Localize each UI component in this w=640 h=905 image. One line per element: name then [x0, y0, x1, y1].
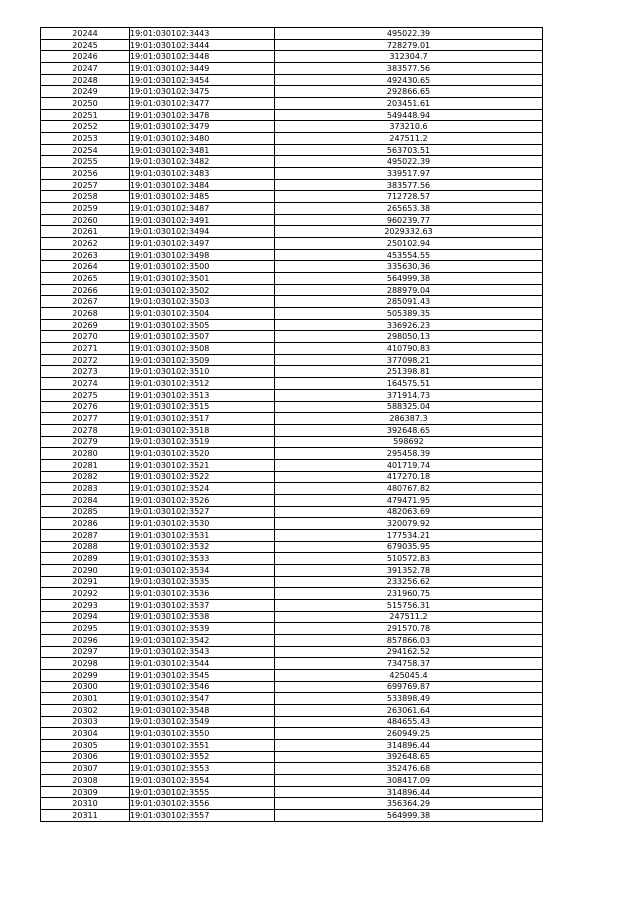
row-id-cell: 20245 [41, 39, 130, 51]
row-amount-cell: 515756.31 [275, 599, 543, 611]
row-id-cell: 20255 [41, 156, 130, 168]
row-reference-cell: 19:01:030102:3448 [130, 51, 275, 63]
row-amount-cell: 598692 [275, 436, 543, 448]
row-reference-cell: 19:01:030102:3555 [130, 786, 275, 798]
row-reference-cell: 19:01:030102:3497 [130, 238, 275, 250]
row-amount-cell: 292866.65 [275, 86, 543, 98]
row-reference-cell: 19:01:030102:3537 [130, 599, 275, 611]
row-id-cell: 20274 [41, 378, 130, 390]
row-reference-cell: 19:01:030102:3480 [130, 133, 275, 145]
row-amount-cell: 177534.21 [275, 529, 543, 541]
row-amount-cell: 336926.23 [275, 319, 543, 331]
row-reference-cell: 19:01:030102:3517 [130, 413, 275, 425]
row-amount-cell: 495022.39 [275, 28, 543, 40]
row-id-cell: 20244 [41, 28, 130, 40]
row-reference-cell: 19:01:030102:3520 [130, 448, 275, 460]
table-row [41, 424, 543, 436]
row-reference-cell: 19:01:030102:3533 [130, 553, 275, 565]
table-row [41, 51, 543, 63]
row-amount-cell: 377098.21 [275, 354, 543, 366]
row-reference-cell: 19:01:030102:3487 [130, 203, 275, 215]
row-id-cell: 20277 [41, 413, 130, 425]
table-row [41, 518, 543, 530]
table-row [41, 331, 543, 343]
row-amount-cell: 383577.56 [275, 179, 543, 191]
row-reference-cell: 19:01:030102:3543 [130, 646, 275, 658]
table-body [41, 28, 543, 822]
row-id-cell: 20260 [41, 214, 130, 226]
row-reference-cell: 19:01:030102:3484 [130, 179, 275, 191]
row-reference-cell: 19:01:030102:3535 [130, 576, 275, 588]
row-id-cell: 20269 [41, 319, 130, 331]
row-id-cell: 20263 [41, 249, 130, 261]
table-row [41, 319, 543, 331]
table-row [41, 775, 543, 787]
row-reference-cell: 19:01:030102:3554 [130, 775, 275, 787]
row-reference-cell: 19:01:030102:3557 [130, 810, 275, 822]
table-row [41, 459, 543, 471]
row-reference-cell: 19:01:030102:3531 [130, 529, 275, 541]
row-reference-cell: 19:01:030102:3550 [130, 728, 275, 740]
table-row [41, 786, 543, 798]
row-amount-cell: 294162.52 [275, 646, 543, 658]
row-id-cell: 20266 [41, 284, 130, 296]
row-amount-cell: 288979.04 [275, 284, 543, 296]
table-row [41, 343, 543, 355]
table-row [41, 133, 543, 145]
table-row [41, 401, 543, 413]
table-row [41, 599, 543, 611]
row-reference-cell: 19:01:030102:3477 [130, 98, 275, 110]
row-amount-cell: 2029332.63 [275, 226, 543, 238]
row-reference-cell: 19:01:030102:3527 [130, 506, 275, 518]
row-id-cell: 20267 [41, 296, 130, 308]
row-id-cell: 20294 [41, 611, 130, 623]
table-row [41, 506, 543, 518]
row-id-cell: 20249 [41, 86, 130, 98]
table-row [41, 541, 543, 553]
row-id-cell: 20305 [41, 739, 130, 751]
row-id-cell: 20265 [41, 273, 130, 285]
row-id-cell: 20287 [41, 529, 130, 541]
row-reference-cell: 19:01:030102:3521 [130, 459, 275, 471]
table-row [41, 63, 543, 75]
table-row [41, 553, 543, 565]
row-amount-cell: 453554.55 [275, 249, 543, 261]
row-amount-cell: 480767.82 [275, 483, 543, 495]
row-reference-cell: 19:01:030102:3553 [130, 763, 275, 775]
table-row [41, 144, 543, 156]
table-row [41, 226, 543, 238]
table-row [41, 646, 543, 658]
row-reference-cell: 19:01:030102:3507 [130, 331, 275, 343]
row-id-cell: 20252 [41, 121, 130, 133]
row-id-cell: 20271 [41, 343, 130, 355]
table-row [41, 798, 543, 810]
row-id-cell: 20292 [41, 588, 130, 600]
row-amount-cell: 857866.03 [275, 634, 543, 646]
row-amount-cell: 285091.43 [275, 296, 543, 308]
row-id-cell: 20297 [41, 646, 130, 658]
row-id-cell: 20301 [41, 693, 130, 705]
row-reference-cell: 19:01:030102:3524 [130, 483, 275, 495]
row-reference-cell: 19:01:030102:3545 [130, 669, 275, 681]
table-row [41, 494, 543, 506]
row-id-cell: 20256 [41, 168, 130, 180]
table-row [41, 611, 543, 623]
row-id-cell: 20257 [41, 179, 130, 191]
row-reference-cell: 19:01:030102:3518 [130, 424, 275, 436]
row-reference-cell: 19:01:030102:3532 [130, 541, 275, 553]
table-row [41, 121, 543, 133]
row-reference-cell: 19:01:030102:3443 [130, 28, 275, 40]
row-id-cell: 20303 [41, 716, 130, 728]
row-reference-cell: 19:01:030102:3515 [130, 401, 275, 413]
row-reference-cell: 19:01:030102:3491 [130, 214, 275, 226]
row-id-cell: 20302 [41, 704, 130, 716]
table-row [41, 74, 543, 86]
row-id-cell: 20270 [41, 331, 130, 343]
row-id-cell: 20276 [41, 401, 130, 413]
row-amount-cell: 728279.01 [275, 39, 543, 51]
row-id-cell: 20310 [41, 798, 130, 810]
row-reference-cell: 19:01:030102:3539 [130, 623, 275, 635]
row-reference-cell: 19:01:030102:3546 [130, 681, 275, 693]
row-amount-cell: 320079.92 [275, 518, 543, 530]
row-amount-cell: 295458.39 [275, 448, 543, 460]
data-table [40, 27, 543, 822]
row-amount-cell: 549448.94 [275, 109, 543, 121]
table-row [41, 366, 543, 378]
table-row [41, 203, 543, 215]
row-reference-cell: 19:01:030102:3552 [130, 751, 275, 763]
row-amount-cell: 510572.83 [275, 553, 543, 565]
row-amount-cell: 312304.7 [275, 51, 543, 63]
row-id-cell: 20278 [41, 424, 130, 436]
row-amount-cell: 251398.81 [275, 366, 543, 378]
row-reference-cell: 19:01:030102:3538 [130, 611, 275, 623]
row-amount-cell: 231960.75 [275, 588, 543, 600]
row-id-cell: 20299 [41, 669, 130, 681]
row-amount-cell: 335630.36 [275, 261, 543, 273]
row-id-cell: 20311 [41, 810, 130, 822]
row-id-cell: 20283 [41, 483, 130, 495]
row-id-cell: 20307 [41, 763, 130, 775]
table-row [41, 681, 543, 693]
row-id-cell: 20262 [41, 238, 130, 250]
row-id-cell: 20295 [41, 623, 130, 635]
table-row [41, 739, 543, 751]
row-amount-cell: 247511.2 [275, 611, 543, 623]
row-reference-cell: 19:01:030102:3481 [130, 144, 275, 156]
table-row [41, 308, 543, 320]
row-reference-cell: 19:01:030102:3530 [130, 518, 275, 530]
row-amount-cell: 371914.73 [275, 389, 543, 401]
row-amount-cell: 164575.51 [275, 378, 543, 390]
row-amount-cell: 425045.4 [275, 669, 543, 681]
row-reference-cell: 19:01:030102:3449 [130, 63, 275, 75]
table-row [41, 623, 543, 635]
row-reference-cell: 19:01:030102:3475 [130, 86, 275, 98]
table-row [41, 436, 543, 448]
table-row [41, 669, 543, 681]
table-row [41, 810, 543, 822]
row-reference-cell: 19:01:030102:3505 [130, 319, 275, 331]
row-reference-cell: 19:01:030102:3542 [130, 634, 275, 646]
table-row [41, 273, 543, 285]
row-reference-cell: 19:01:030102:3510 [130, 366, 275, 378]
row-reference-cell: 19:01:030102:3494 [130, 226, 275, 238]
row-amount-cell: 410790.83 [275, 343, 543, 355]
row-id-cell: 20254 [41, 144, 130, 156]
table-row [41, 168, 543, 180]
row-amount-cell: 339517.97 [275, 168, 543, 180]
row-id-cell: 20250 [41, 98, 130, 110]
row-id-cell: 20251 [41, 109, 130, 121]
row-reference-cell: 19:01:030102:3482 [130, 156, 275, 168]
row-amount-cell: 247511.2 [275, 133, 543, 145]
row-amount-cell: 417270.18 [275, 471, 543, 483]
table-row [41, 716, 543, 728]
row-amount-cell: 314896.44 [275, 739, 543, 751]
table-row [41, 413, 543, 425]
row-amount-cell: 265653.38 [275, 203, 543, 215]
table-row [41, 86, 543, 98]
table-row [41, 249, 543, 261]
row-amount-cell: 492430.65 [275, 74, 543, 86]
table-row [41, 448, 543, 460]
table-row [41, 296, 543, 308]
table-row [41, 354, 543, 366]
row-amount-cell: 533898.49 [275, 693, 543, 705]
row-id-cell: 20288 [41, 541, 130, 553]
row-amount-cell: 263061.64 [275, 704, 543, 716]
row-id-cell: 20289 [41, 553, 130, 565]
row-reference-cell: 19:01:030102:3498 [130, 249, 275, 261]
row-id-cell: 20308 [41, 775, 130, 787]
row-reference-cell: 19:01:030102:3508 [130, 343, 275, 355]
row-reference-cell: 19:01:030102:3485 [130, 191, 275, 203]
table-row [41, 693, 543, 705]
row-id-cell: 20279 [41, 436, 130, 448]
row-amount-cell: 401719.74 [275, 459, 543, 471]
row-id-cell: 20291 [41, 576, 130, 588]
table-row [41, 261, 543, 273]
row-amount-cell: 564999.38 [275, 273, 543, 285]
row-amount-cell: 712728.57 [275, 191, 543, 203]
row-id-cell: 20286 [41, 518, 130, 530]
row-id-cell: 20290 [41, 564, 130, 576]
row-id-cell: 20304 [41, 728, 130, 740]
row-amount-cell: 286387.3 [275, 413, 543, 425]
row-amount-cell: 679035.95 [275, 541, 543, 553]
table-row [41, 28, 543, 40]
row-reference-cell: 19:01:030102:3478 [130, 109, 275, 121]
row-id-cell: 20248 [41, 74, 130, 86]
table-row [41, 39, 543, 51]
table-row [41, 214, 543, 226]
row-amount-cell: 392648.65 [275, 751, 543, 763]
table-row [41, 284, 543, 296]
table-row [41, 658, 543, 670]
row-id-cell: 20273 [41, 366, 130, 378]
row-id-cell: 20247 [41, 63, 130, 75]
row-amount-cell: 482063.69 [275, 506, 543, 518]
row-id-cell: 20309 [41, 786, 130, 798]
row-amount-cell: 588325.04 [275, 401, 543, 413]
row-amount-cell: 308417.09 [275, 775, 543, 787]
row-amount-cell: 563703.51 [275, 144, 543, 156]
row-amount-cell: 392648.65 [275, 424, 543, 436]
row-reference-cell: 19:01:030102:3444 [130, 39, 275, 51]
row-reference-cell: 19:01:030102:3551 [130, 739, 275, 751]
table-row [41, 109, 543, 121]
row-amount-cell: 734758.37 [275, 658, 543, 670]
row-id-cell: 20282 [41, 471, 130, 483]
table-row [41, 156, 543, 168]
row-id-cell: 20246 [41, 51, 130, 63]
row-id-cell: 20261 [41, 226, 130, 238]
row-amount-cell: 505389.35 [275, 308, 543, 320]
row-amount-cell: 233256.62 [275, 576, 543, 588]
row-reference-cell: 19:01:030102:3536 [130, 588, 275, 600]
row-id-cell: 20280 [41, 448, 130, 460]
row-reference-cell: 19:01:030102:3544 [130, 658, 275, 670]
row-amount-cell: 960239.77 [275, 214, 543, 226]
row-reference-cell: 19:01:030102:3526 [130, 494, 275, 506]
table-row [41, 191, 543, 203]
row-id-cell: 20253 [41, 133, 130, 145]
table-row [41, 564, 543, 576]
row-amount-cell: 260949.25 [275, 728, 543, 740]
row-id-cell: 20296 [41, 634, 130, 646]
row-amount-cell: 495022.39 [275, 156, 543, 168]
row-id-cell: 20268 [41, 308, 130, 320]
row-reference-cell: 19:01:030102:3500 [130, 261, 275, 273]
row-reference-cell: 19:01:030102:3548 [130, 704, 275, 716]
row-id-cell: 20293 [41, 599, 130, 611]
row-amount-cell: 373210.6 [275, 121, 543, 133]
row-reference-cell: 19:01:030102:3504 [130, 308, 275, 320]
row-id-cell: 20300 [41, 681, 130, 693]
row-amount-cell: 356364.29 [275, 798, 543, 810]
table-row [41, 471, 543, 483]
row-id-cell: 20285 [41, 506, 130, 518]
table-row [41, 389, 543, 401]
row-amount-cell: 298050.13 [275, 331, 543, 343]
row-reference-cell: 19:01:030102:3522 [130, 471, 275, 483]
row-id-cell: 20259 [41, 203, 130, 215]
row-reference-cell: 19:01:030102:3534 [130, 564, 275, 576]
table-row [41, 704, 543, 716]
table-row [41, 634, 543, 646]
row-amount-cell: 699769.87 [275, 681, 543, 693]
table-row [41, 483, 543, 495]
row-id-cell: 20284 [41, 494, 130, 506]
table-row [41, 238, 543, 250]
table-row [41, 751, 543, 763]
row-reference-cell: 19:01:030102:3556 [130, 798, 275, 810]
row-reference-cell: 19:01:030102:3479 [130, 121, 275, 133]
table-row [41, 529, 543, 541]
row-reference-cell: 19:01:030102:3519 [130, 436, 275, 448]
row-reference-cell: 19:01:030102:3513 [130, 389, 275, 401]
row-reference-cell: 19:01:030102:3501 [130, 273, 275, 285]
row-amount-cell: 391352.78 [275, 564, 543, 576]
row-id-cell: 20281 [41, 459, 130, 471]
row-reference-cell: 19:01:030102:3483 [130, 168, 275, 180]
row-amount-cell: 383577.56 [275, 63, 543, 75]
table-row [41, 588, 543, 600]
row-amount-cell: 479471.95 [275, 494, 543, 506]
row-reference-cell: 19:01:030102:3549 [130, 716, 275, 728]
table-row [41, 98, 543, 110]
row-amount-cell: 250102.94 [275, 238, 543, 250]
row-amount-cell: 484655.43 [275, 716, 543, 728]
table-row [41, 728, 543, 740]
row-reference-cell: 19:01:030102:3454 [130, 74, 275, 86]
table-row [41, 763, 543, 775]
row-id-cell: 20306 [41, 751, 130, 763]
row-reference-cell: 19:01:030102:3503 [130, 296, 275, 308]
row-reference-cell: 19:01:030102:3512 [130, 378, 275, 390]
row-id-cell: 20272 [41, 354, 130, 366]
row-amount-cell: 203451.61 [275, 98, 543, 110]
row-id-cell: 20298 [41, 658, 130, 670]
row-id-cell: 20264 [41, 261, 130, 273]
table-row [41, 179, 543, 191]
row-id-cell: 20275 [41, 389, 130, 401]
row-amount-cell: 314896.44 [275, 786, 543, 798]
row-amount-cell: 564999.38 [275, 810, 543, 822]
table-row [41, 378, 543, 390]
row-reference-cell: 19:01:030102:3502 [130, 284, 275, 296]
row-amount-cell: 291570.78 [275, 623, 543, 635]
table-row [41, 576, 543, 588]
row-reference-cell: 19:01:030102:3547 [130, 693, 275, 705]
row-reference-cell: 19:01:030102:3509 [130, 354, 275, 366]
row-id-cell: 20258 [41, 191, 130, 203]
row-amount-cell: 352476.68 [275, 763, 543, 775]
